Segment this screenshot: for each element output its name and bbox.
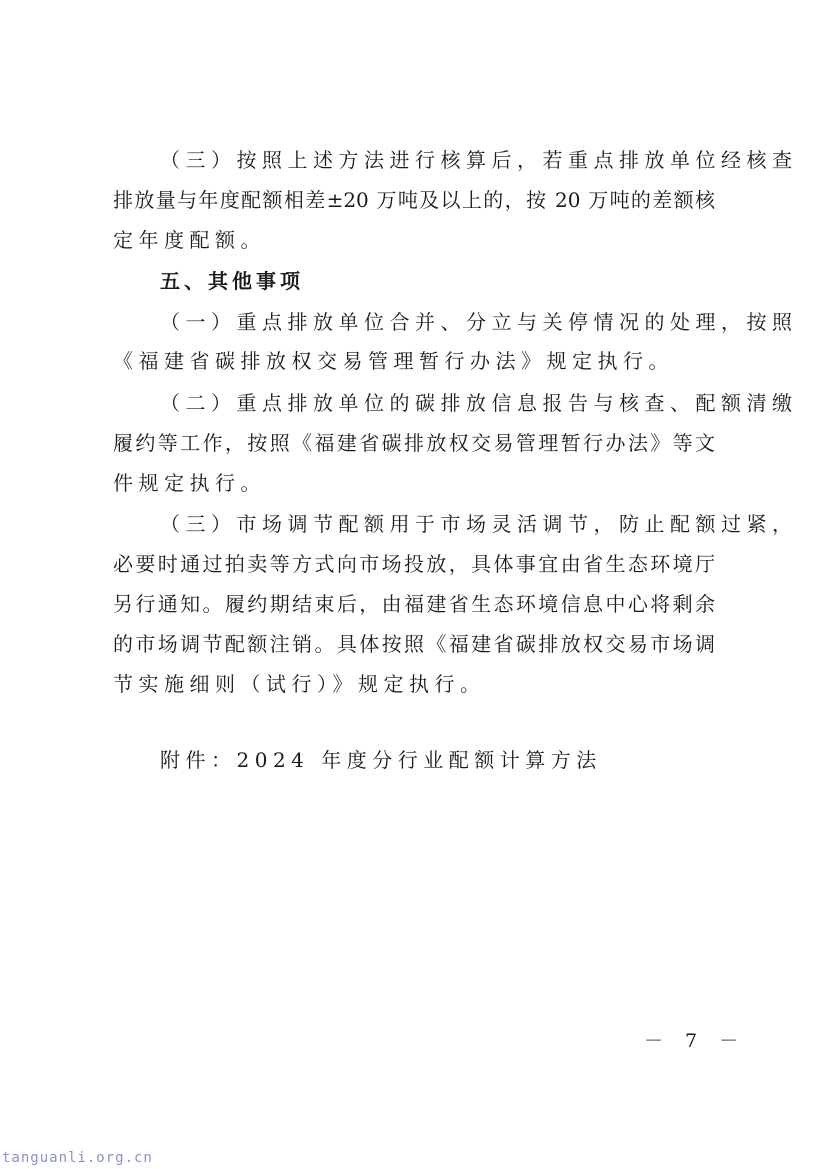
- paragraph-line: （一）重点排放单位合并、分立与关停情况的处理，按照: [160, 310, 798, 334]
- paragraph-line: 履约等工作，按照《福建省碳排放权交易管理暂行办法》等文: [113, 431, 715, 455]
- paragraph-line: 节实施细则（试行）》规定执行。: [113, 672, 486, 696]
- paragraph-line: （二）重点排放单位的碳排放信息报告与核查、配额清缴: [160, 391, 798, 415]
- paragraph-line: 另行通知。履约期结束后，由福建省生态环境信息中心将剩余: [113, 592, 715, 616]
- paragraph-line: 排放量与年度配额相差±20 万吨及以上的，按 20 万吨的差额核: [113, 188, 715, 212]
- page-number: － 7 －: [644, 1030, 747, 1052]
- paragraph-line: 的市场调节配额注销。具体按照《福建省碳排放权交易市场调: [113, 632, 715, 656]
- section-heading: 五、其他事项: [160, 269, 304, 293]
- paragraph-line: 《福建省碳排放权交易管理暂行办法》规定执行。: [113, 349, 674, 373]
- paragraph-line: 件规定执行。: [113, 471, 266, 495]
- attachment-line: 附件：2024 年度分行业配额计算方法: [160, 748, 602, 772]
- paragraph-line: （三）按照上述方法进行核算后，若重点排放单位经核查: [160, 148, 798, 172]
- paragraph-line: 必要时通过拍卖等方式向市场投放，具体事宜由省生态环境厅: [113, 552, 715, 576]
- paragraph-line: （三）市场调节配额用于市场灵活调节，防止配额过紧，: [160, 512, 798, 536]
- watermark: tanguanli.org.cn: [2, 1150, 153, 1166]
- paragraph-line: 定年度配额。: [113, 228, 266, 252]
